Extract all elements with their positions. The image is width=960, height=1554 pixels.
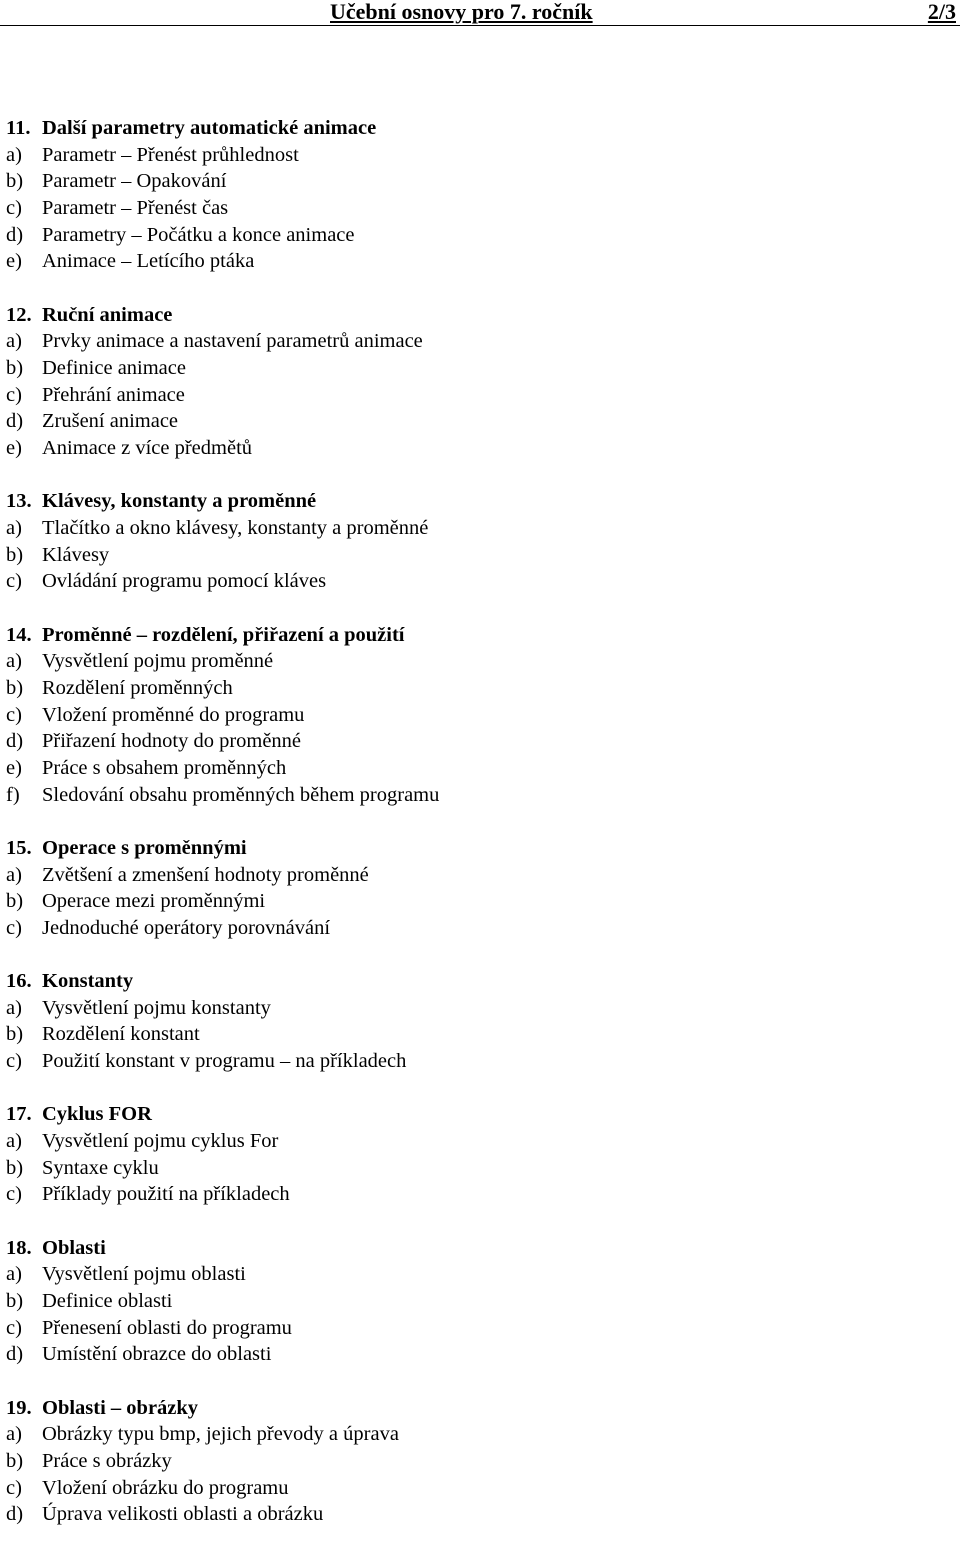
page-number: 2/3 bbox=[927, 0, 956, 24]
section-title: Operace s proměnnými bbox=[42, 836, 247, 859]
list-item bbox=[6, 168, 946, 195]
item-text: Tlačítko a okno klávesy, konstanty a proměnné bbox=[42, 516, 429, 539]
header-title: Učební osnovy pro 7. ročník bbox=[330, 0, 593, 24]
item-text: Zrušení animace bbox=[42, 410, 179, 433]
section-heading bbox=[6, 1101, 946, 1128]
item-text: Parametr – Opakování bbox=[42, 170, 227, 193]
item-text: Animace z více předmětů bbox=[42, 437, 253, 460]
list-item bbox=[6, 568, 946, 595]
item-text: Operace mezi proměnnými bbox=[42, 890, 266, 913]
syllabus-section bbox=[6, 968, 946, 1075]
item-letter: a) bbox=[6, 516, 22, 539]
item-letter: a) bbox=[6, 143, 22, 166]
syllabus-section bbox=[6, 1235, 946, 1368]
item-text: Ovládání programu pomocí kláves bbox=[42, 570, 327, 593]
item-letter: b) bbox=[6, 357, 24, 379]
item-text: Animace – Letícího ptáka bbox=[42, 250, 255, 273]
syllabus-section bbox=[6, 622, 946, 809]
item-text: Úprava velikosti oblasti a obrázku bbox=[42, 1503, 324, 1526]
item-text: Parametr – Přenést čas bbox=[42, 197, 229, 220]
list-item bbox=[6, 1501, 946, 1528]
page-header bbox=[0, 0, 960, 26]
item-text: Vysvětlení pojmu konstanty bbox=[42, 996, 271, 1019]
item-text: Sledování obsahu proměnných během programu bbox=[42, 783, 440, 806]
item-letter: d) bbox=[6, 730, 24, 753]
item-text: Přiřazení hodnoty do proměnné bbox=[42, 730, 302, 753]
item-letter: a) bbox=[6, 1130, 22, 1152]
list-item bbox=[6, 1315, 946, 1342]
item-letter: c) bbox=[6, 1476, 22, 1499]
item-letter: a) bbox=[6, 996, 22, 1019]
syllabus-section bbox=[6, 115, 946, 275]
list-item bbox=[6, 1341, 946, 1368]
item-letter: d) bbox=[6, 410, 24, 433]
list-item bbox=[6, 995, 946, 1022]
item-text: Příklady použití na příkladech bbox=[42, 1183, 290, 1206]
item-letter: e) bbox=[6, 437, 22, 460]
list-item bbox=[6, 542, 946, 569]
list-item bbox=[6, 755, 946, 782]
list-item bbox=[6, 248, 946, 275]
list-item bbox=[6, 675, 946, 702]
item-text: Práce s obsahem proměnných bbox=[42, 756, 287, 779]
item-text: Umístění obrazce do oblasti bbox=[42, 1343, 272, 1366]
item-letter: c) bbox=[6, 1183, 22, 1206]
item-text: Jednoduché operátory porovnávání bbox=[42, 916, 331, 939]
item-text: Vložení proměnné do programu bbox=[42, 703, 305, 726]
section-title: Oblasti – obrázky bbox=[42, 1396, 199, 1419]
list-item bbox=[6, 195, 946, 222]
syllabus-section bbox=[6, 302, 946, 462]
list-item bbox=[6, 862, 946, 889]
item-letter: c) bbox=[6, 703, 22, 726]
syllabus-section bbox=[6, 1395, 946, 1528]
list-item bbox=[6, 1181, 946, 1208]
section-number: 15. bbox=[6, 836, 32, 859]
list-item bbox=[6, 782, 946, 809]
section-title: Konstanty bbox=[42, 970, 134, 993]
list-item bbox=[6, 1261, 946, 1288]
section-title: Klávesy, konstanty a proměnné bbox=[42, 490, 317, 513]
list-item bbox=[6, 515, 946, 542]
section-title: Oblasti bbox=[42, 1236, 106, 1259]
list-item bbox=[6, 142, 946, 169]
section-number: 16. bbox=[6, 970, 32, 993]
list-item bbox=[6, 1048, 946, 1075]
item-text: Rozdělení konstant bbox=[42, 1023, 200, 1046]
item-text: Syntaxe cyklu bbox=[42, 1156, 159, 1179]
item-letter: e) bbox=[6, 756, 22, 779]
item-letter: c) bbox=[6, 570, 22, 593]
syllabus-section bbox=[6, 1101, 946, 1208]
section-number: 11. bbox=[6, 117, 31, 139]
section-number: 19. bbox=[6, 1396, 32, 1419]
section-number: 18. bbox=[6, 1236, 32, 1259]
item-text: Vysvětlení pojmu proměnné bbox=[42, 650, 274, 673]
list-item bbox=[6, 1021, 946, 1048]
item-letter: c) bbox=[6, 197, 22, 220]
item-letter: d) bbox=[6, 223, 24, 246]
section-heading bbox=[6, 1395, 946, 1422]
list-item bbox=[6, 1155, 946, 1182]
section-heading bbox=[6, 302, 946, 329]
section-heading bbox=[6, 622, 946, 649]
item-text: Prvky animace a nastavení parametrů animace bbox=[42, 330, 423, 353]
item-letter: a) bbox=[6, 330, 22, 353]
item-letter: b) bbox=[6, 170, 24, 193]
item-text: Zvětšení a zmenšení hodnoty proměnné bbox=[42, 863, 369, 886]
list-item bbox=[6, 888, 946, 915]
item-text: Použití konstant v programu – na příkladech bbox=[42, 1050, 407, 1073]
list-item bbox=[6, 1448, 946, 1475]
syllabus-section bbox=[6, 488, 946, 595]
item-letter: c) bbox=[6, 383, 22, 406]
section-number: 12. bbox=[6, 303, 32, 326]
item-letter: a) bbox=[6, 1263, 22, 1286]
section-number: 14. bbox=[6, 623, 32, 646]
list-item bbox=[6, 1128, 946, 1155]
item-text: Parametry – Počátku a konce animace bbox=[42, 223, 355, 246]
list-item bbox=[6, 702, 946, 729]
list-item bbox=[6, 915, 946, 942]
item-letter: c) bbox=[6, 1050, 22, 1073]
syllabus-section bbox=[6, 835, 946, 942]
item-letter: d) bbox=[6, 1343, 24, 1366]
list-item bbox=[6, 328, 946, 355]
item-text: Vysvětlení pojmu oblasti bbox=[42, 1263, 246, 1286]
item-letter: b) bbox=[6, 676, 24, 699]
item-letter: a) bbox=[6, 863, 22, 886]
item-text: Práce s obrázky bbox=[42, 1449, 172, 1472]
item-text: Rozdělení proměnných bbox=[42, 676, 233, 699]
section-title: Proměnné – rozdělení, přiřazení a použití bbox=[42, 623, 405, 646]
item-letter: b) bbox=[6, 890, 24, 913]
item-text: Vložení obrázku do programu bbox=[42, 1476, 289, 1499]
list-item bbox=[6, 1421, 946, 1448]
list-item bbox=[6, 382, 946, 409]
item-text: Definice oblasti bbox=[42, 1289, 173, 1312]
item-letter: b) bbox=[6, 1289, 24, 1312]
section-heading bbox=[6, 835, 946, 862]
item-letter: e) bbox=[6, 250, 22, 273]
item-letter: c) bbox=[6, 916, 22, 939]
item-text: Parametr – Přenést průhlednost bbox=[42, 143, 299, 166]
section-heading bbox=[6, 1235, 946, 1262]
list-item bbox=[6, 1475, 946, 1502]
item-letter: a) bbox=[6, 1423, 22, 1446]
list-item bbox=[6, 408, 946, 435]
section-title: Ruční animace bbox=[42, 303, 173, 326]
item-text: Obrázky typu bmp, jejich převody a úprava bbox=[42, 1423, 399, 1446]
syllabus-list bbox=[6, 115, 946, 1554]
section-number: 13. bbox=[6, 490, 32, 513]
item-letter: b) bbox=[6, 1156, 24, 1179]
list-item bbox=[6, 435, 946, 462]
section-title: Cyklus FOR bbox=[42, 1103, 152, 1126]
item-letter: f) bbox=[6, 783, 20, 806]
list-item bbox=[6, 728, 946, 755]
item-text: Přenesení oblasti do programu bbox=[42, 1316, 292, 1339]
list-item bbox=[6, 648, 946, 675]
item-letter: c) bbox=[6, 1316, 22, 1339]
section-title: Další parametry automatické animace bbox=[42, 117, 377, 139]
item-letter: b) bbox=[6, 543, 24, 566]
section-heading bbox=[6, 968, 946, 995]
section-heading bbox=[6, 488, 946, 515]
list-item bbox=[6, 1288, 946, 1315]
item-letter: a) bbox=[6, 650, 22, 673]
item-text: Definice animace bbox=[42, 357, 186, 379]
section-number: 17. bbox=[6, 1103, 32, 1126]
item-letter: d) bbox=[6, 1503, 24, 1526]
list-item bbox=[6, 355, 946, 382]
item-letter: b) bbox=[6, 1023, 24, 1046]
item-text: Přehrání animace bbox=[42, 383, 185, 406]
list-item bbox=[6, 222, 946, 249]
item-text: Klávesy bbox=[42, 543, 110, 566]
item-text: Vysvětlení pojmu cyklus For bbox=[42, 1130, 279, 1152]
section-heading bbox=[6, 115, 946, 142]
item-letter: b) bbox=[6, 1449, 24, 1472]
